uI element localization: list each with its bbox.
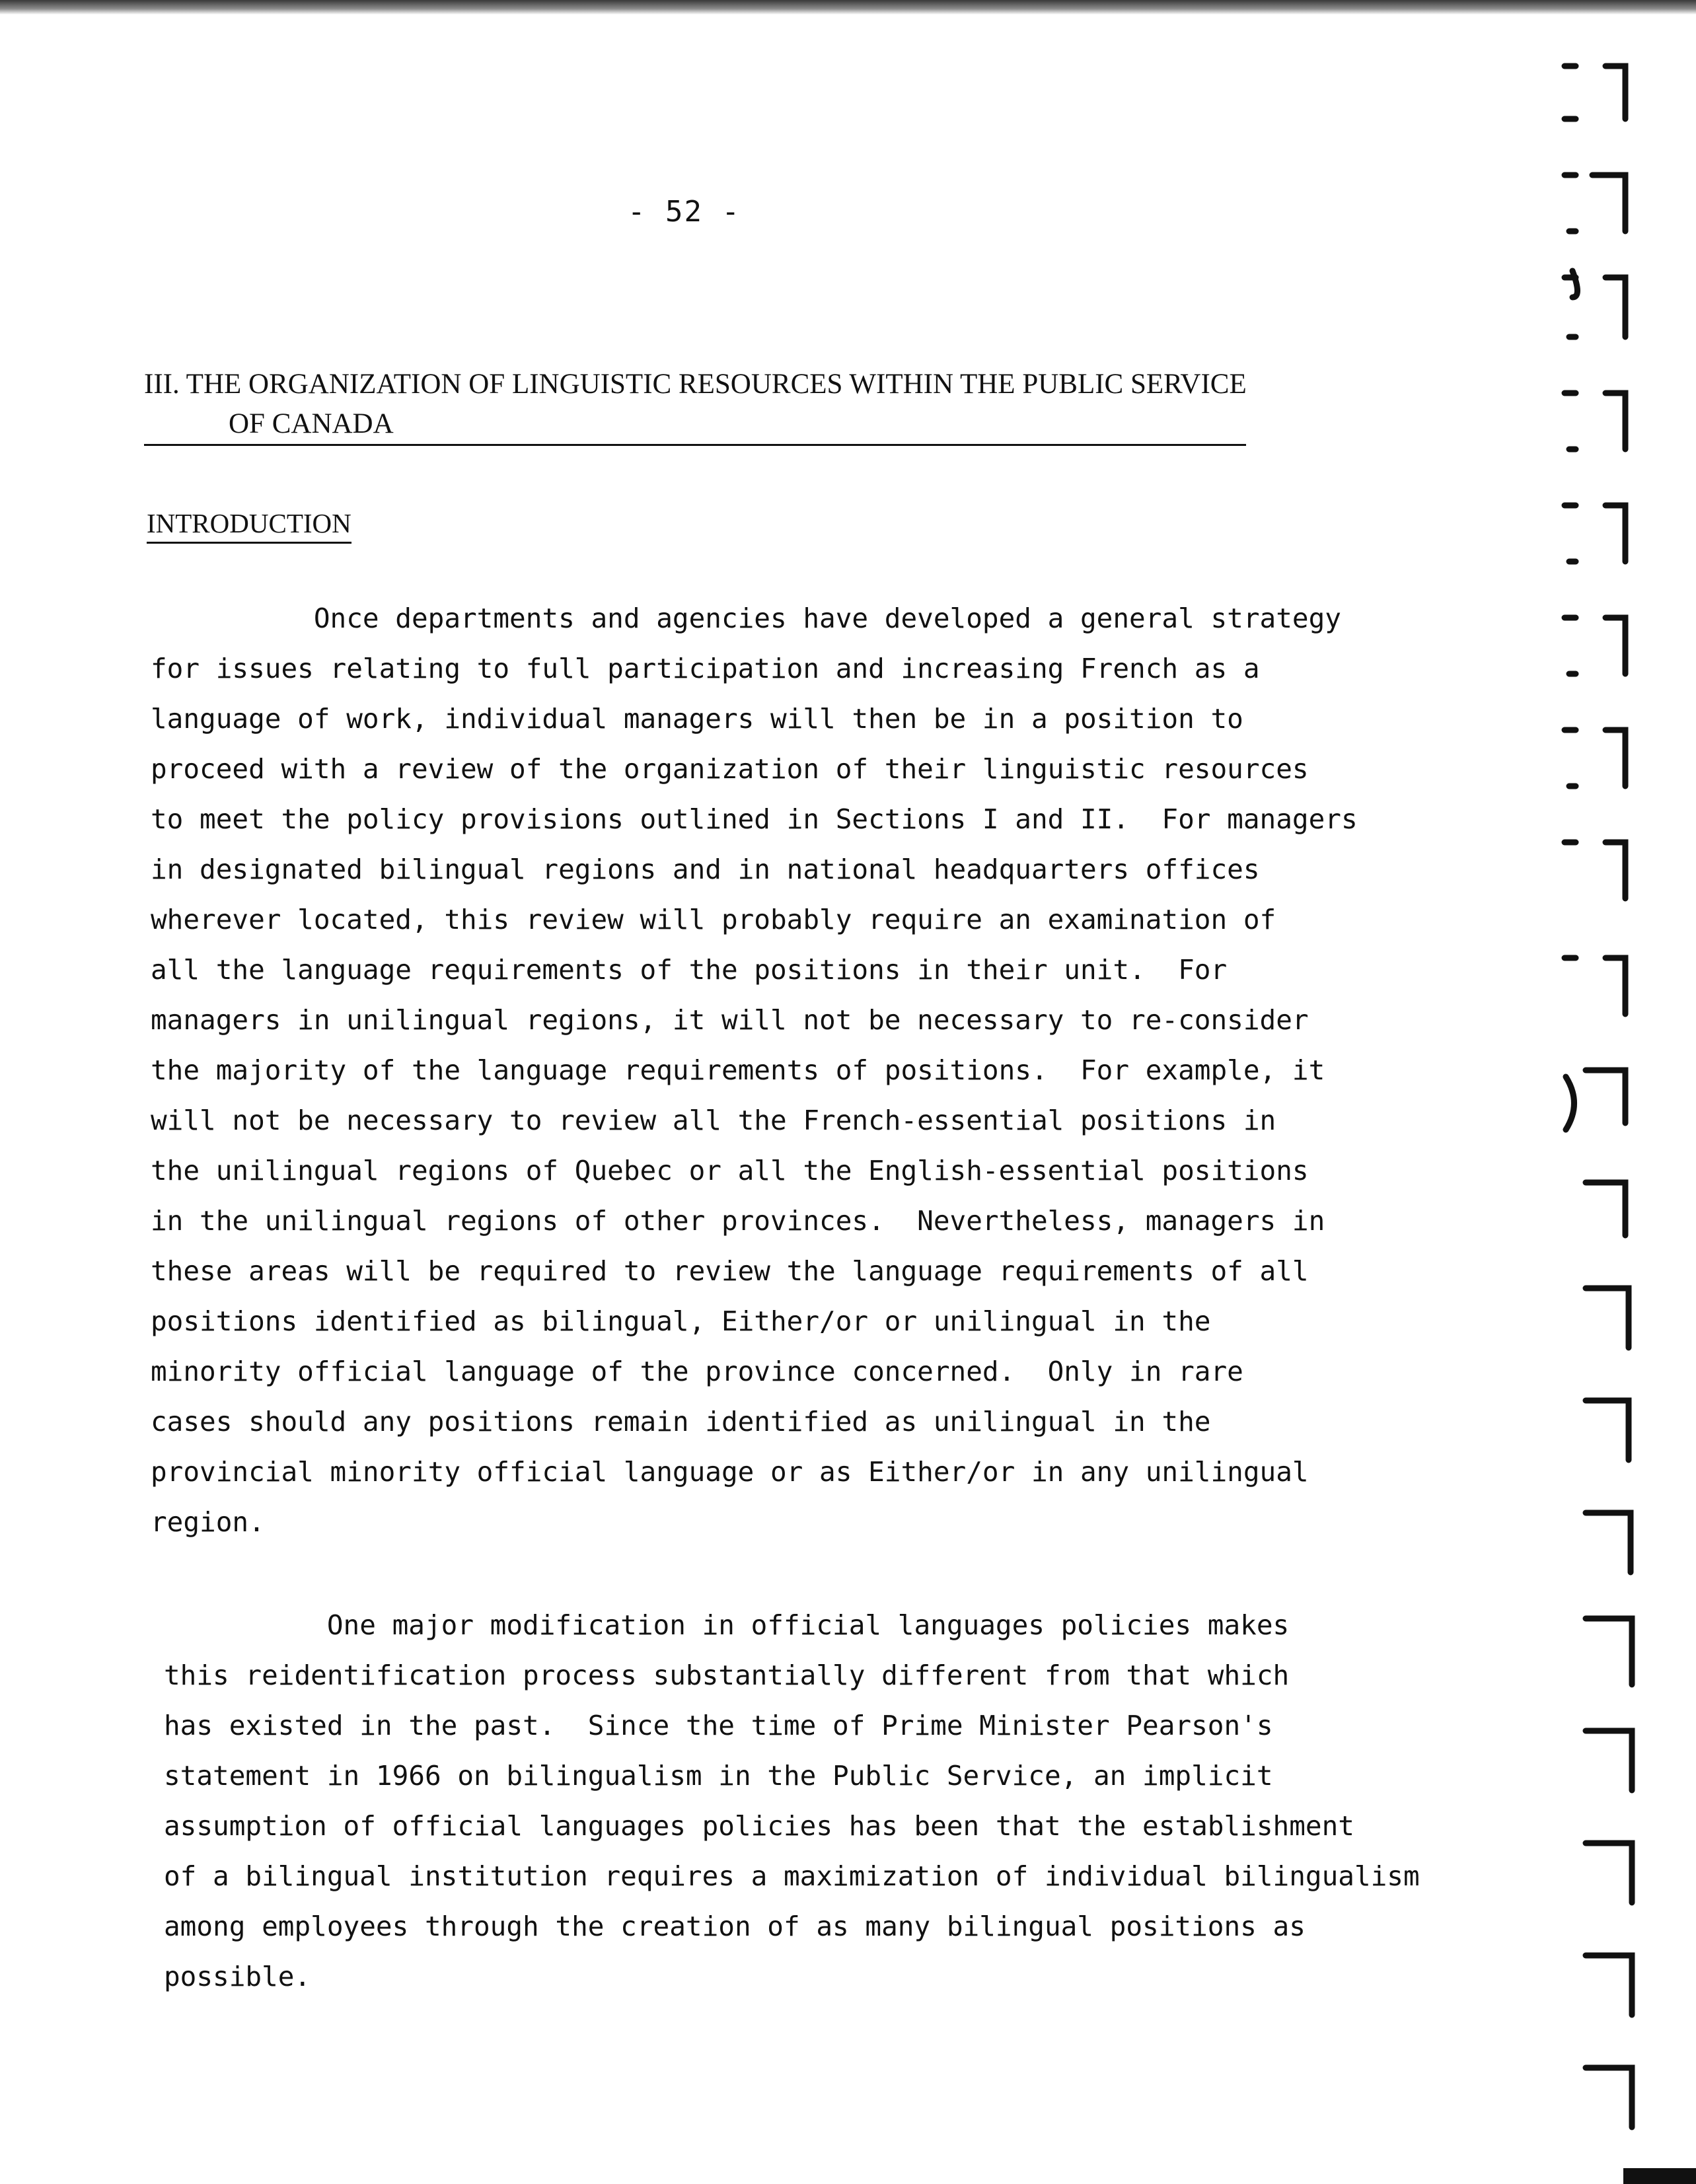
section-heading-line1: III. THE ORGANIZATION OF LINGUISTIC RESOURCES WITHIN THE PUBLIC SERVICE bbox=[144, 369, 1247, 400]
paragraph-line: all the language requirements of the positions in their unit. For bbox=[151, 954, 1228, 986]
page-number: - 52 - bbox=[628, 195, 741, 229]
paragraph-line: has existed in the past. Since the time of Prime Minister Pearson's bbox=[164, 1710, 1273, 1741]
section-title-introduction: INTRODUCTION bbox=[147, 507, 351, 544]
binder-rings bbox=[1546, 20, 1696, 2184]
paragraph-line: One major modification in official languages policies makes bbox=[164, 1609, 1290, 1641]
binder-ring-group bbox=[1565, 66, 1632, 2127]
paragraph-line: proceed with a review of the organization of their linguistic resources bbox=[151, 753, 1309, 785]
paragraph-line: region. bbox=[151, 1506, 265, 1538]
scan-corner-mark bbox=[1623, 2168, 1696, 2184]
paragraph-line: provincial minority official language or as Either/or in any unilingual bbox=[151, 1456, 1309, 1488]
paragraph-line: assumption of official languages policies has been that the establishment bbox=[164, 1810, 1354, 1842]
paragraph-line: the unilingual regions of Quebec or all the English-essential positions bbox=[151, 1155, 1309, 1186]
paragraph-line: will not be necessary to review all the French-essential positions in bbox=[151, 1105, 1276, 1136]
paragraph-line: possible. bbox=[164, 1961, 311, 1992]
section-heading bbox=[144, 365, 1247, 446]
paragraph-line: Once departments and agencies have developed a general strategy bbox=[151, 602, 1341, 634]
paragraph-line: for issues relating to full participation and increasing French as a bbox=[151, 653, 1260, 684]
paragraph-1 bbox=[151, 593, 1358, 1547]
scan-top-edge bbox=[0, 0, 1696, 15]
paragraph-line: these areas will be required to review the language requirements of all bbox=[151, 1255, 1309, 1287]
paragraph-line: statement in 1966 on bilingualism in the Public Service, an implicit bbox=[164, 1760, 1273, 1792]
paragraph-line: among employees through the creation of as many bilingual positions as bbox=[164, 1911, 1306, 1942]
paragraph-2 bbox=[164, 1600, 1420, 2002]
paragraph-line: in designated bilingual regions and in national headquarters offices bbox=[151, 854, 1260, 885]
paragraph-line: the majority of the language requirements of positions. For example, it bbox=[151, 1054, 1325, 1086]
paragraph-line: minority official language of the province concerned. Only in rare bbox=[151, 1356, 1243, 1387]
paragraph-line: in the unilingual regions of other provinces. Nevertheless, managers in bbox=[151, 1205, 1325, 1237]
paragraph-line: this reidentification process substantially different from that which bbox=[164, 1659, 1290, 1691]
paragraph-line: managers in unilingual regions, it will not be necessary to re-consider bbox=[151, 1004, 1309, 1036]
paragraph-line: wherever located, this review will probably require an examination of bbox=[151, 904, 1276, 935]
paragraph-line: cases should any positions remain identified as unilingual in the bbox=[151, 1406, 1211, 1438]
paragraph-line: language of work, individual managers will then be in a position to bbox=[151, 703, 1243, 735]
paragraph-line: of a bilingual institution requires a maximization of individual bilingualism bbox=[164, 1860, 1420, 1892]
paragraph-line: to meet the policy provisions outlined in Sections I and II. For managers bbox=[151, 803, 1358, 835]
paragraph-line: positions identified as bilingual, Either/or or unilingual in the bbox=[151, 1305, 1211, 1337]
section-heading-line2: OF CANADA bbox=[144, 404, 1246, 446]
